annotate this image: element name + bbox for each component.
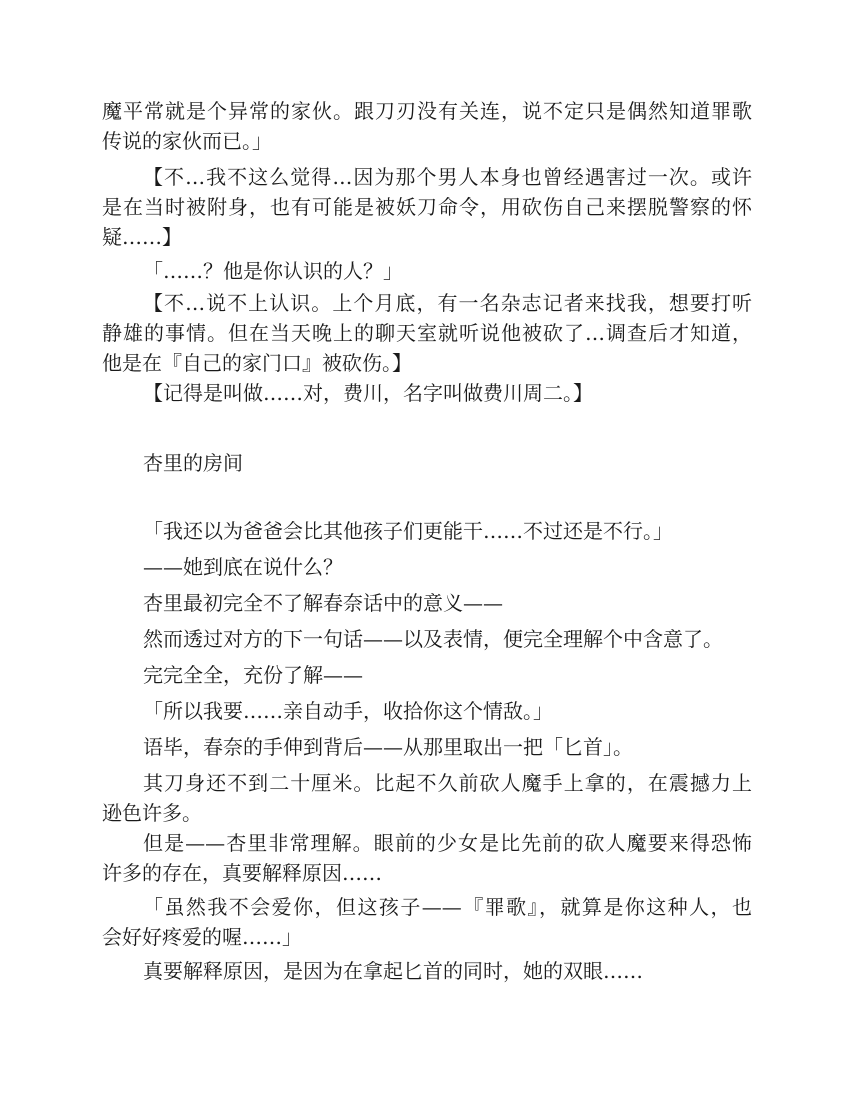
text-line: 完完全全，充份了解—— [143, 663, 363, 687]
paragraph-11 [143, 660, 793, 690]
text-line: 【不…说不上认识。上个月底，有一名杂志记者来找我，想要打听 [143, 291, 752, 315]
text-line: 魔平常就是个异常的家伙。跟刀刃没有关连，说不定只是偶然知道罪歌 [102, 99, 752, 123]
paragraph-1 [102, 96, 752, 156]
paragraph-9 [143, 588, 793, 618]
text-line: 静雄的事情。但在当天晚上的聊天室就听说他被砍了…调查后才知道， [102, 321, 752, 345]
text-line: ——她到底在说什么？ [143, 555, 343, 579]
text-line: 但是——杏里非常理解。眼前的少女是比先前的砍人魔要来得恐怖 [143, 831, 752, 855]
paragraph-15-cont [102, 858, 752, 888]
paragraph-7 [143, 516, 793, 546]
text-line: 「……？他是你认识的人？」 [143, 259, 403, 283]
paragraph-4 [143, 288, 752, 318]
text-line: 「虽然我不会爱你，但这孩子——『罪歌』，就算是你这种人，也 [143, 895, 752, 919]
text-line: 杏里最初完全不了解春奈话中的意义—— [143, 591, 503, 615]
text-line: 然而透过对方的下一句话——以及表情，便完全理解个中含意了。 [143, 627, 723, 651]
text-line: 传说的家伙而已。」 [102, 129, 272, 153]
paragraph-13 [143, 732, 793, 762]
paragraph-15 [143, 828, 752, 858]
text-line: 杏里的房间 [143, 451, 243, 475]
paragraph-10 [143, 624, 793, 654]
text-line: 他是在『自己的家门口』被砍伤。】 [102, 351, 412, 375]
paragraph-2 [143, 162, 752, 192]
paragraph-4-cont [102, 318, 752, 378]
text-line: 真要解释原因，是因为在拿起匕首的同时，她的双眼…… [143, 959, 643, 983]
paragraph-16-cont [102, 922, 752, 952]
text-line: 【不…我不这么觉得…因为那个男人本身也曾经遇害过一次。或许 [143, 165, 752, 189]
text-line: 「我还以为爸爸会比其他孩子们更能干……不过还是不行。」 [143, 519, 673, 543]
text-line: 语毕，春奈的手伸到背后——从那里取出一把「匕首」。 [143, 735, 633, 759]
text-line: 逊色许多。 [102, 801, 202, 825]
text-line: 会好好疼爱的喔……」 [102, 925, 302, 949]
paragraph-3 [143, 256, 793, 286]
text-line: 许多的存在，真要解释原因…… [102, 861, 382, 885]
paragraph-5 [143, 378, 793, 408]
paragraph-14 [143, 768, 752, 798]
text-line: 疑……】 [102, 225, 182, 249]
text-line: 是在当时被附身，也有可能是被妖刀命令，用砍伤自己来摆脱警察的怀 [102, 195, 752, 219]
paragraph-12 [143, 696, 793, 726]
paragraph-8 [143, 552, 793, 582]
paragraph-2-cont [102, 192, 752, 252]
text-line: 其刀身还不到二十厘米。比起不久前砍人魔手上拿的，在震撼力上 [143, 771, 752, 795]
text-line: 「所以我要……亲自动手，收拾你这个情敌。」 [143, 699, 553, 723]
paragraph-16 [143, 892, 752, 922]
section-heading [143, 448, 793, 478]
paragraph-17 [143, 956, 793, 986]
paragraph-14-cont [102, 798, 752, 828]
text-line: 【记得是叫做……对，费川，名字叫做费川周二。】 [143, 381, 593, 405]
